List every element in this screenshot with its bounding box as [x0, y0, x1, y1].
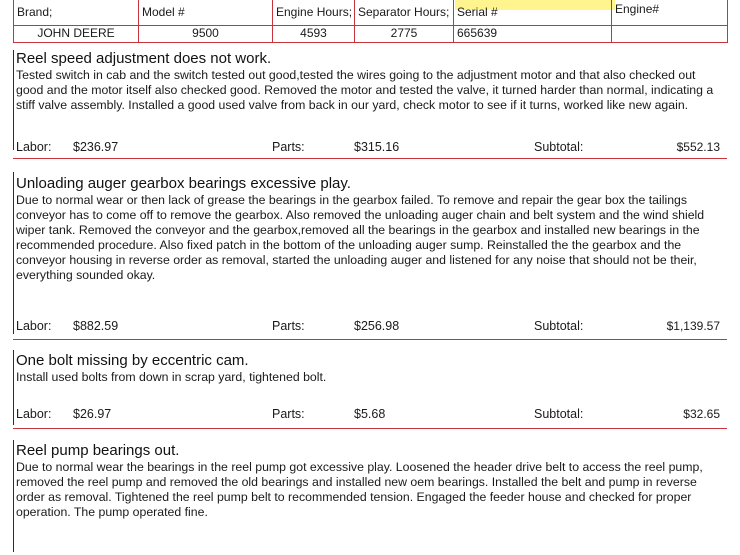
entry-title: Reel speed adjustment does not work.	[16, 50, 272, 67]
brand-label: Brand;	[14, 0, 139, 26]
labor-label: Labor:	[16, 407, 52, 421]
engine-hours-label: Engine Hours;	[273, 0, 355, 26]
parts-value: $315.16	[354, 140, 400, 154]
entry-title: Unloading auger gearbox bearings excessive play.	[16, 175, 351, 192]
subtotal-label: Subtotal:	[534, 140, 584, 154]
entry-title: One bolt missing by eccentric cam.	[16, 352, 249, 369]
section-divider	[13, 339, 727, 340]
separator-hours-value: 2775	[355, 26, 454, 43]
machine-info-table	[13, 0, 728, 43]
parts-label: Parts:	[272, 407, 305, 421]
labor-value: $882.59	[73, 319, 119, 333]
section-divider	[13, 428, 727, 429]
section-divider	[13, 158, 727, 159]
repair-entry	[16, 442, 716, 520]
subtotal-value: $1,139.57	[666, 319, 720, 333]
separator-hours-label: Separator Hours;	[355, 0, 454, 26]
brand-value: JOHN DEERE	[14, 26, 139, 43]
parts-value: $5.68	[354, 407, 386, 421]
entry-description: Tested switch in cab and the switch tested out good,tested the wires going to the adjustment motor and that also checked out good and the motor itself also checked good. Removed the motor and tested the valve, it turned harder than normal, indicating a stiff valve assembly. Installed a good used valve from back in our yard, check motor to see if it turns, worked like new again.	[16, 68, 714, 112]
parts-label: Parts:	[272, 319, 305, 333]
engine-label: Engine#	[612, 0, 728, 26]
labor-label: Labor:	[16, 140, 52, 154]
repair-entry	[16, 175, 716, 283]
model-label: Model #	[139, 0, 273, 26]
engine-value	[612, 26, 728, 43]
entry-description: Due to normal wear or then lack of grease the bearings in the gearbox failed. To remove and repair the gear box the tailings conveyor has to come off to remove the gearbox. Also removed the unloading auger chain and belt system and the wind shield wiper tank. Removed the conveyor and the gearbox,removed all the bearings in the gearbox and installed new bearings in the recommended procedure. Also fixed patch in the bottom of the unloading auger sump. Reinstalled the the gearbox and the conveyor housing in reverse order as removal, started the unloading auger and listened for any noise that should not be their, everything sounded okay.	[16, 193, 705, 282]
repair-entry	[16, 50, 716, 113]
labor-value: $26.97	[73, 407, 112, 421]
parts-label: Parts:	[272, 140, 305, 154]
cost-row	[16, 318, 720, 334]
parts-value: $256.98	[354, 319, 400, 333]
entry-description: Due to normal wear the bearings in the reel pump got excessive play. Loosened the header drive belt to access the reel pump, removed the reel pump and removed the old bearings and installed new oem bearings. Installed the belt and pump in reverse order as removal. Tightened the reel pump belt to recommended tension. Engaged the feeder house and checked for proper operation. The pump operated fine.	[16, 460, 703, 519]
serial-value: 665639	[454, 26, 612, 43]
repair-entry	[16, 352, 716, 385]
entry-description: Install used bolts from down in scrap yard, tightened bolt.	[16, 370, 327, 384]
cost-row	[16, 139, 720, 155]
subtotal-value: $552.13	[676, 140, 720, 154]
subtotal-label: Subtotal:	[534, 407, 584, 421]
cost-row	[16, 406, 720, 422]
model-value: 9500	[139, 26, 273, 43]
subtotal-value: $32.65	[683, 407, 720, 421]
labor-label: Labor:	[16, 319, 52, 333]
subtotal-label: Subtotal:	[534, 319, 584, 333]
engine-hours-value: 4593	[273, 26, 355, 43]
labor-value: $236.97	[73, 140, 119, 154]
serial-label: Serial #	[454, 0, 612, 26]
entry-title: Reel pump bearings out.	[16, 442, 180, 459]
